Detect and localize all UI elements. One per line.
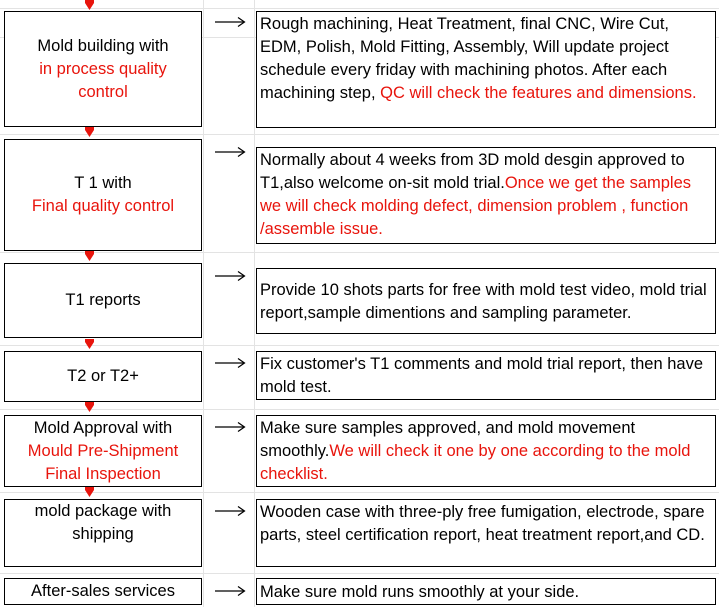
description-text: Make sure mold runs smoothly at your side. — [260, 583, 580, 601]
description-highlight: Once we get the samples we will check molding defect, dimension problem , function /assemble issue. — [260, 174, 692, 238]
description-text: Rough machining, Heat Treatment, final CNC, Wire Cut, EDM, Polish, Mold Fitting, Assembly, Will update project schedule every friday with machining photos. After each machining step, — [260, 15, 669, 102]
right-arrow-icon — [214, 357, 246, 369]
stage-highlight: Mould Pre-Shipment — [27, 441, 179, 460]
right-arrow-icon — [214, 505, 246, 517]
right-arrow-icon — [214, 585, 246, 597]
stage-title: T 1 with — [74, 174, 132, 192]
description-t2 — [256, 351, 716, 400]
stage-mold-package — [4, 499, 202, 567]
right-arrow-icon — [214, 270, 246, 282]
down-arrow-icon — [84, 339, 95, 350]
stage-mold-building — [4, 11, 202, 127]
description-highlight: QC will check the features and dimensions. — [380, 84, 697, 102]
description-text: Provide 10 shots parts for free with mold test video, mold trial report,sample dimentions and sampling parameter. — [260, 281, 707, 322]
stage-t1-reports — [4, 263, 202, 338]
stage-title: Mold Approval with — [33, 418, 173, 437]
stage-highlight: Final quality control — [31, 197, 175, 215]
description-after-sales — [256, 578, 716, 605]
stage-t2 — [4, 351, 202, 402]
stage-title: shipping — [72, 525, 134, 543]
stage-t1 — [4, 139, 202, 251]
description-mold-building — [256, 11, 716, 128]
stage-highlight: Final Inspection — [45, 464, 161, 483]
down-arrow-icon — [84, 402, 95, 413]
right-arrow-icon — [214, 16, 246, 28]
description-text: Fix customer's T1 comments and mold trial report, then have mold test. — [260, 355, 704, 396]
stage-title: mold package with — [34, 502, 172, 520]
description-mold-approval — [256, 415, 716, 487]
stage-title: T1 reports — [65, 291, 141, 309]
right-arrow-icon — [214, 421, 246, 433]
stage-mold-approval — [4, 415, 202, 487]
description-mold-package — [256, 499, 716, 567]
description-t1-reports — [256, 268, 716, 334]
stage-title: T2 or T2+ — [67, 367, 139, 385]
stage-highlight: control — [78, 82, 128, 101]
description-text: Make sure samples approved, and mold movement smoothly. — [260, 419, 636, 460]
down-arrow-icon — [84, 487, 95, 498]
description-text: Normally about 4 weeks from 3D mold desgin approved to T1,also welcome on-sit mold trial. — [260, 151, 685, 192]
stage-title: Mold building with — [37, 36, 169, 55]
stage-highlight: in process quality — [39, 59, 167, 78]
stage-title: After-sales services — [31, 582, 175, 600]
description-text: Wooden case with three-ply free fumigation, electrode, spare parts, steel certification report, heat treatment report,and CD. — [260, 503, 705, 544]
right-arrow-icon — [214, 146, 246, 158]
description-t1 — [256, 147, 716, 244]
down-arrow-icon — [84, 251, 95, 262]
down-arrow-icon — [84, 127, 95, 138]
down-arrow-icon — [84, 0, 95, 11]
stage-after-sales — [4, 578, 202, 605]
description-highlight: We will check it one by one according to the mold checklist. — [260, 442, 691, 483]
